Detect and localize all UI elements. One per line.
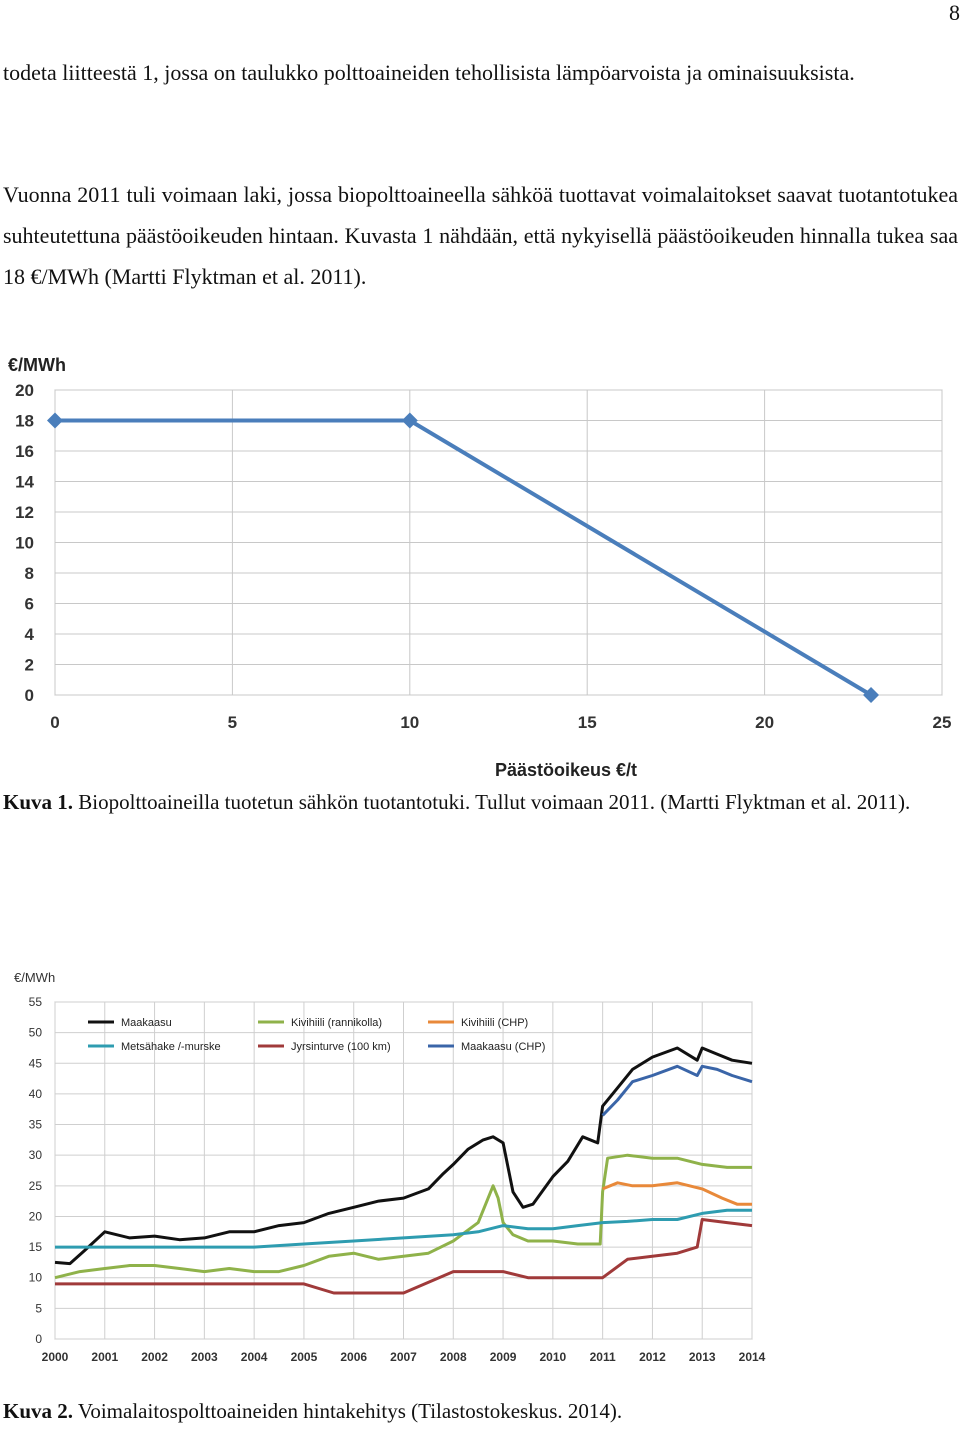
figure-1-caption (3, 782, 958, 823)
paragraph-intro: todeta liitteestä 1, jossa on taulukko polttoaineiden tehollisista lämpöarvoista ja ominaisuuksista. (3, 60, 855, 85)
x-tick-label: 5 (227, 713, 238, 732)
x-tick-label: 2012 (639, 1350, 666, 1364)
x-tick-label: 2009 (489, 1350, 517, 1364)
y-tick-label: 50 (28, 1025, 42, 1040)
chart-fuel-price-trends (0, 960, 960, 1380)
y-tick-label: 6 (24, 594, 34, 614)
legend-label: Kivihiili (rannikolla) (291, 1017, 383, 1029)
figure-1-label: Kuva 1. (3, 790, 74, 814)
legend-label: Jyrsinturve (100 km) (291, 1041, 391, 1053)
page-number: 8 (949, 0, 960, 25)
x-tick-label: 20 (755, 713, 775, 732)
x-tick-label: 0 (50, 713, 60, 732)
y-tick-label: 0 (35, 1332, 42, 1346)
legend-label: Maakaasu (121, 1017, 172, 1029)
figure-2-text: Voimalaitospolttoaineiden hintakehitys (Tilastostokeskus. 2014). (77, 1399, 623, 1423)
x-tick-label: 2010 (539, 1350, 567, 1364)
y-tick-label: 20 (15, 381, 34, 400)
x-tick-label: 2000 (41, 1350, 69, 1364)
figure-2-label: Kuva 2. (3, 1399, 74, 1423)
x-tick-label: 2013 (688, 1350, 716, 1364)
y-tick-label: 15 (28, 1240, 42, 1255)
y-axis-label: €/MWh (14, 970, 56, 985)
y-tick-label: 10 (28, 1270, 42, 1285)
y-tick-label: 5 (35, 1301, 42, 1316)
x-tick-label: 2002 (141, 1350, 168, 1364)
x-tick-label: 2005 (290, 1350, 318, 1364)
x-tick-label: 15 (577, 713, 597, 732)
x-tick-label: 2008 (439, 1350, 467, 1364)
x-tick-label: 10 (400, 713, 420, 732)
y-tick-label: 4 (24, 625, 34, 644)
y-tick-label: 35 (28, 1117, 42, 1132)
figure-2-caption (3, 1392, 958, 1430)
x-tick-label: 25 (932, 713, 952, 732)
legend-label: Maakaasu (CHP) (461, 1041, 546, 1053)
y-tick-label: 12 (15, 503, 34, 522)
x-tick-label: 2001 (91, 1350, 119, 1364)
legend-label: Metsähake /-murske (121, 1041, 221, 1053)
y-tick-label: 14 (15, 472, 34, 492)
x-tick-label: 2011 (589, 1350, 616, 1364)
y-tick-label: 20 (28, 1209, 42, 1224)
x-axis-label: Päästöoikeus €/t (494, 760, 638, 780)
y-tick-label: 55 (28, 995, 42, 1009)
y-tick-label: 30 (28, 1148, 42, 1163)
x-tick-label: 2007 (390, 1350, 417, 1364)
y-axis-label: €/MWh (8, 355, 66, 375)
figure-1-text: Biopolttoaineilla tuotetun sähkön tuotantotuki. Tullut voimaan 2011. (Martti Flyktman et al. 2011). (78, 790, 911, 814)
y-tick-label: 10 (15, 533, 34, 553)
x-tick-label: 2014 (738, 1350, 766, 1364)
y-tick-label: 25 (28, 1178, 42, 1193)
x-tick-label: 2006 (340, 1350, 368, 1364)
x-tick-label: 2003 (191, 1350, 218, 1364)
y-tick-label: 45 (28, 1056, 42, 1071)
chart-production-subsidy (0, 350, 960, 790)
paragraph-law: Vuonna 2011 tuli voimaan laki, jossa biopolttoaineella sähköä tuottavat voimalaitokset saavat tuotantotukea suhteutettuna päästöoikeuden hintaan. Kuvasta 1 nähdään, että nykyisellä päästöoikeuden hinnalla tukea saa 18 €/MWh (Martti Flyktman et al. 2011). (3, 182, 958, 289)
x-tick-label: 2004 (240, 1350, 268, 1364)
y-tick-label: 2 (24, 655, 34, 675)
y-tick-label: 0 (24, 686, 34, 705)
y-tick-label: 18 (15, 411, 34, 431)
legend-label: Kivihiili (CHP) (461, 1017, 529, 1029)
y-tick-label: 8 (24, 564, 34, 583)
y-tick-label: 16 (15, 442, 34, 461)
y-tick-label: 40 (28, 1086, 42, 1101)
